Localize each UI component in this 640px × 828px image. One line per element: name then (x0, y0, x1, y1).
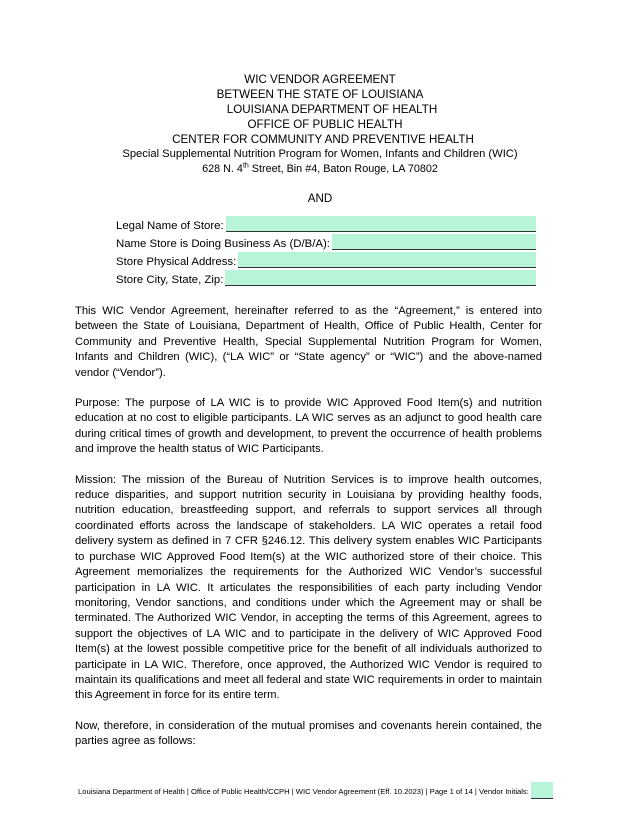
program-line: Special Supplemental Nutrition Program for Women, Infants and Children (WIC) (122, 148, 518, 160)
now-therefore-paragraph: Now, therefore, in consideration of the mutual promises and covenants herein contained, the parties agree as follows: (75, 719, 542, 748)
agreement-body (75, 304, 542, 765)
city-state-zip-label: Store City, State, Zip: (116, 274, 224, 286)
footer-text: Louisiana Department of Health | Office of Public Health/CCPH | WIC Vendor Agreement (Eff. 10.2023) | Page 1 of 14 | Vendor Initials: (78, 787, 529, 796)
purpose-paragraph: Purpose: The purpose of LA WIC is to provide WIC Approved Food Item(s) and nutrition education at no cost to eligible participants. LA WIC serves as an adjunct to good health care during critical times of growth and development, to prevent the occurrence of health problems and improve the health status of WIC Participants. (75, 397, 542, 456)
office-line: OFFICE OF PUBLIC HEALTH (247, 118, 403, 131)
and-separator: AND (307, 192, 333, 205)
title-line: WIC VENDOR AGREEMENT (244, 73, 396, 86)
center-line: CENTER FOR COMMUNITY AND PREVENTIVE HEALTH (172, 133, 474, 146)
dba-label: Name Store is Doing Business As (D/B/A): (116, 238, 330, 250)
page-footer (78, 779, 598, 796)
dba-input[interactable] (332, 234, 536, 250)
legal-name-input[interactable] (226, 216, 536, 232)
legal-name-label: Legal Name of Store: (116, 220, 224, 232)
vendor-initials-input[interactable] (531, 782, 553, 799)
address-number: 628 N. 4 (202, 163, 243, 175)
city-state-zip-input[interactable] (225, 270, 536, 286)
physical-address-row (116, 250, 536, 268)
physical-address-input[interactable] (238, 252, 536, 268)
legal-name-row (116, 214, 536, 232)
address-rest: Street, Bin #4, Baton Rouge, LA 70802 (248, 163, 438, 175)
physical-address-label: Store Physical Address: (116, 256, 237, 268)
city-state-zip-row (116, 268, 536, 286)
address-superscript: th (242, 162, 249, 170)
intro-paragraph: This WIC Vendor Agreement, hereinafter referred to as the “Agreement,” is entered into between the State of Louisiana, Department of Health, Office of Public Health, Center for Community and Preventive Health, Special Supplemental Nutrition Program for Women, Infants and Children (WIC), (“LA WIC” or “State agency” or “WIC”) and the above-named vendor (“Vendor”). (75, 305, 542, 379)
department-line: LOUISIANA DEPARTMENT OF HEALTH (226, 103, 438, 116)
store-info-form (116, 214, 536, 286)
dba-row (116, 232, 536, 250)
address-line (0, 162, 640, 177)
agreement-header (0, 72, 640, 177)
mission-paragraph: Mission: The mission of the Bureau of Nutrition Services is to improve health outcomes, reduce disparities, and support nutrition security in Louisiana by providing healthy foods, nutrition education, breastfeeding support, and referrals to support services all through coordinated efforts across the landscape of stakeholders. LA WIC operates a retail food delivery system as defined in 7 CFR §246.12. This delivery system enables WIC Participants to purchase WIC Approved Food Item(s) at the WIC authorized store of their choice. This Agreement memorializes the requirements for the Authorized WIC Vendor’s successful participation in LA WIC. It articulates the responsibilities of each party including Vendor monitoring, Vendor sanctions, and conditions under which the Agreement may or shall be terminated. The Authorized WIC Vendor, in accepting the terms of this Agreement, agrees to support the objectives of LA WIC and to participate in the delivery of WIC Approved Food Item(s) at the lowest possible competitive price for the benefit of all individuals authorized to participate in LA WIC. Therefore, once approved, the Authorized WIC Vendor is required to maintain its qualifications and meet all federal and state WIC requirements in order to maintain this Agreement in force for its entire term. (75, 473, 543, 702)
subtitle-line: BETWEEN THE STATE OF LOUISIANA (216, 88, 424, 101)
